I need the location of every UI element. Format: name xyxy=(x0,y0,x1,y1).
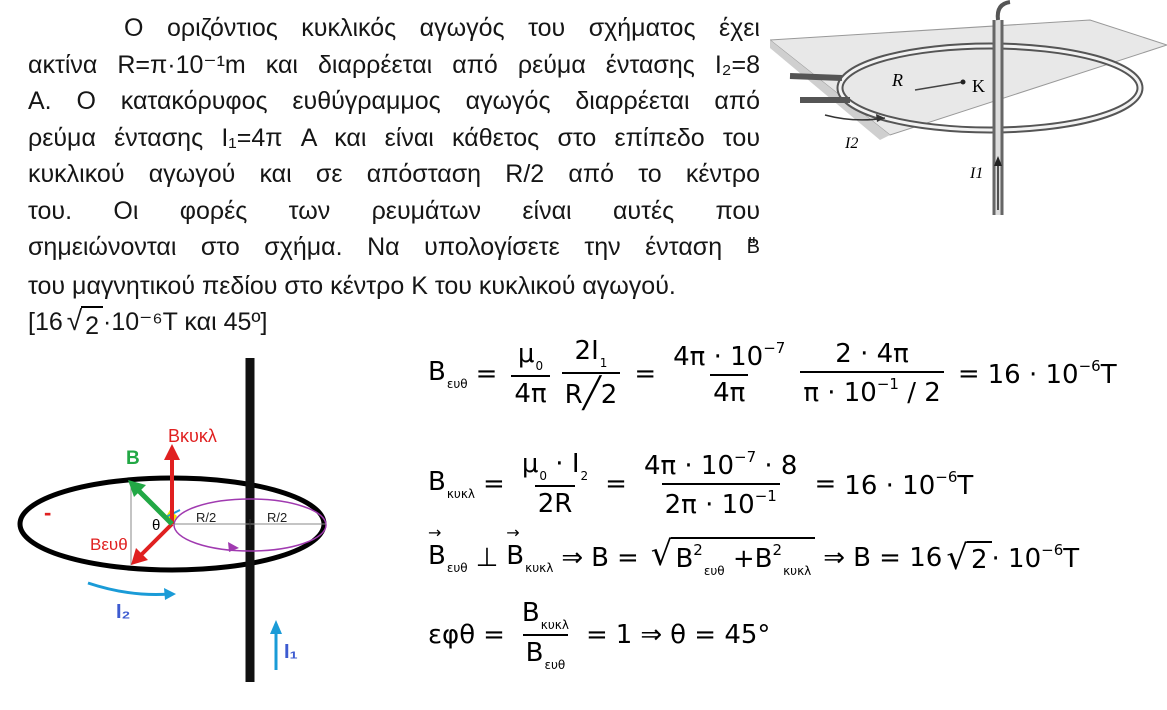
eq3-t2-sub: κυκλ xyxy=(783,564,812,578)
eq2-n1-tail-sub: 2 xyxy=(580,469,589,483)
vector-b-kykl-head xyxy=(164,444,180,460)
equation-perpendicular xyxy=(428,534,1080,578)
sqrt-expression: √ $B^2_{\varepsilon\upsilon\theta} +B^2_{\kappa\upsilon\kappa\lambda}$ xyxy=(651,537,816,578)
eq1-frac-current: $\frac{2I_1}{R╱2}$ xyxy=(562,336,621,411)
label-b-euth: Bευθ xyxy=(90,535,128,554)
eq1-n1-sup: −7 xyxy=(763,339,786,357)
eq1-result: 16 · 10 xyxy=(987,360,1079,390)
eq2-frac-1 xyxy=(519,449,591,519)
center-point xyxy=(961,80,966,85)
equation-b-kykl xyxy=(428,448,973,520)
equals-sign: = xyxy=(585,620,608,650)
problem-line: ακτίνα R=π·10⁻¹m και διαρρέεται από ρεύμα έντασης I₂=8 xyxy=(28,50,760,79)
eq1-frac-num xyxy=(670,339,788,408)
i2-arrowhead xyxy=(164,588,176,600)
label-r-half-1: R/2 xyxy=(196,510,217,525)
i2-arrow xyxy=(88,583,170,595)
eq4-one: 1 xyxy=(615,620,633,650)
label-theta: θ xyxy=(152,517,161,534)
equals-sign: = xyxy=(634,358,657,389)
eq2-d2: 2π · 10 xyxy=(664,490,755,520)
eq2-unit: T xyxy=(957,470,974,501)
equals-sign: = xyxy=(475,358,498,389)
eq1-frac-mu xyxy=(511,339,549,409)
implies-symbol: ⇒ xyxy=(823,542,846,573)
equals-sign: = xyxy=(483,620,505,650)
problem-line: του μαγνητικού πεδίου στο κέντρο K του κυκλικού αγωγού. xyxy=(28,271,676,300)
eq1-n1: 4π · 10 xyxy=(673,342,764,372)
eq2-result-sup: −6 xyxy=(935,467,958,486)
label-i1: I₁ xyxy=(284,641,298,663)
eq4-den-sub: ευθ xyxy=(544,658,566,672)
implies-symbol: ⇒ xyxy=(561,542,584,573)
perp-symbol: ⊥ xyxy=(475,542,499,573)
eq1-two-i-sub: 1 xyxy=(599,356,608,370)
eq4-lhs: εφθ xyxy=(428,620,476,650)
eq3-t1: B xyxy=(675,544,694,574)
problem-statement xyxy=(28,10,760,345)
equals-sign: = xyxy=(957,358,980,389)
eq2-n1: μ xyxy=(521,449,539,479)
label-b: B xyxy=(126,448,140,469)
eq4-frac xyxy=(519,598,572,672)
problem-line: A. Ο κατακόρυφος ευθύγραμμος αγωγός διαρρέεται από xyxy=(28,87,760,115)
eq1-mu: μ xyxy=(517,338,535,369)
eq2-result: 16 · 10 xyxy=(844,470,936,501)
eq3-result-lead: B = 16 xyxy=(853,542,943,573)
eq2-n1-tail: · I xyxy=(547,449,580,479)
eq4-den: B xyxy=(525,638,544,668)
eq3-a: B xyxy=(428,540,446,571)
equals-sign: = xyxy=(616,542,639,573)
label-i1: I1 xyxy=(970,165,984,182)
eq3-result-rest: · 10 xyxy=(991,544,1042,574)
eq2-n2: 4π · 10 xyxy=(643,451,735,481)
eq3-b: B xyxy=(506,540,525,571)
problem-line: κυκλικού αγωγού και σε απόσταση R/2 από το κέντρο xyxy=(28,160,760,188)
eq2-n2-sup: −7 xyxy=(734,448,757,466)
eq1-d2-sup: −1 xyxy=(876,375,899,393)
eq3-a-sub: ευθ xyxy=(446,560,468,575)
label-k: K xyxy=(972,76,985,96)
plus-sign: + xyxy=(732,544,755,574)
eq3-unit: T xyxy=(1063,544,1080,574)
result-sqrt: √ 2 xyxy=(946,541,991,575)
eq2-lhs-sub: κυκλ xyxy=(446,487,476,501)
eq1-d1: 4π xyxy=(710,374,748,408)
eq1-lhs-sub: ευθ xyxy=(446,376,468,391)
problem-line: σημειώνονται στο σχήμα. Να υπολογίσετε την ένταση xyxy=(28,233,723,261)
label-r: R xyxy=(892,70,903,90)
answer-sqrt: 2 xyxy=(81,306,103,345)
lead-1 xyxy=(790,76,842,78)
wire-top xyxy=(998,2,1010,20)
eq3-result-sup: −6 xyxy=(1041,541,1064,559)
eq3-t2: B xyxy=(754,544,773,574)
eq1-two: 2 xyxy=(600,380,618,410)
eq3-result-sqrt: 2 xyxy=(967,541,992,575)
eq1-r: R xyxy=(564,380,583,410)
answer: [16 √ 2 ·10⁻⁶T και 45º] xyxy=(28,304,760,345)
equation-b-euth xyxy=(428,336,1117,411)
eq3-t1-sup: 2 xyxy=(693,541,703,559)
problem-line: ρεύμα έντασης I₁=4π A και είναι κάθετος στο επίπεδο του xyxy=(28,123,760,152)
eq3-b-total: B xyxy=(591,542,609,573)
eq4-result: θ = 45° xyxy=(670,620,771,650)
eq2-d2-sup: −1 xyxy=(754,487,777,505)
equals-sign: = xyxy=(483,469,505,499)
problem-line: Ο οριζόντιος κυκλικός αγωγός του σχήματος έχει xyxy=(124,14,760,42)
equals-sign: = xyxy=(814,469,837,499)
label-r-half-2: R/2 xyxy=(267,510,288,525)
eq1-two-i: 2I xyxy=(574,336,599,366)
eq1-frac-den xyxy=(800,339,944,408)
eq1-four-pi: 4π xyxy=(511,375,549,409)
label-b-kykl: Bκυκλ xyxy=(168,426,217,446)
setup-photo xyxy=(770,0,1167,228)
vector-diagram xyxy=(0,340,400,710)
eq1-d2-tail: / 2 xyxy=(898,378,941,408)
eq2-d1: 2R xyxy=(535,485,576,519)
answer-rest: ·10⁻⁶T και 45º] xyxy=(103,308,268,336)
eq2-n1-sub: 0 xyxy=(539,469,548,483)
eq1-n2: 2 · 4π xyxy=(835,339,909,369)
equation-tan-theta xyxy=(428,598,770,672)
label-minus: - xyxy=(44,500,52,525)
eq2-frac-2 xyxy=(641,448,801,520)
vec-b-kykl xyxy=(506,541,553,575)
eq1-d2: π · 10 xyxy=(803,378,877,408)
label-i2: I2 xyxy=(845,135,859,152)
answer-lead: [16 xyxy=(28,308,63,336)
eq1-unit: T xyxy=(1100,360,1117,390)
implies-symbol: ⇒ xyxy=(640,620,663,650)
vector-b-symbol: u B xyxy=(747,236,760,258)
eq3-t2-sup: 2 xyxy=(772,541,783,559)
eq3-t1-sub: ευθ xyxy=(703,564,725,578)
eq4-num-sub: κυκλ xyxy=(540,618,569,632)
eq2-n2-tail: · 8 xyxy=(756,451,798,481)
label-i2: I₂ xyxy=(116,601,131,623)
eq1-mu-sub: 0 xyxy=(535,358,544,373)
eq3-b-sub: κυκλ xyxy=(525,560,554,575)
eq4-num: B xyxy=(521,598,540,628)
equals-sign: = xyxy=(605,469,627,499)
i1-arrowhead xyxy=(270,620,282,634)
vec-b-euth xyxy=(428,541,468,575)
eq1-result-sup: −6 xyxy=(1078,357,1101,375)
eq1-lhs: B xyxy=(428,356,446,387)
eq2-lhs: B xyxy=(428,467,446,497)
problem-line: του. Οι φορές των ρευμάτων είναι αυτές που xyxy=(28,196,760,225)
